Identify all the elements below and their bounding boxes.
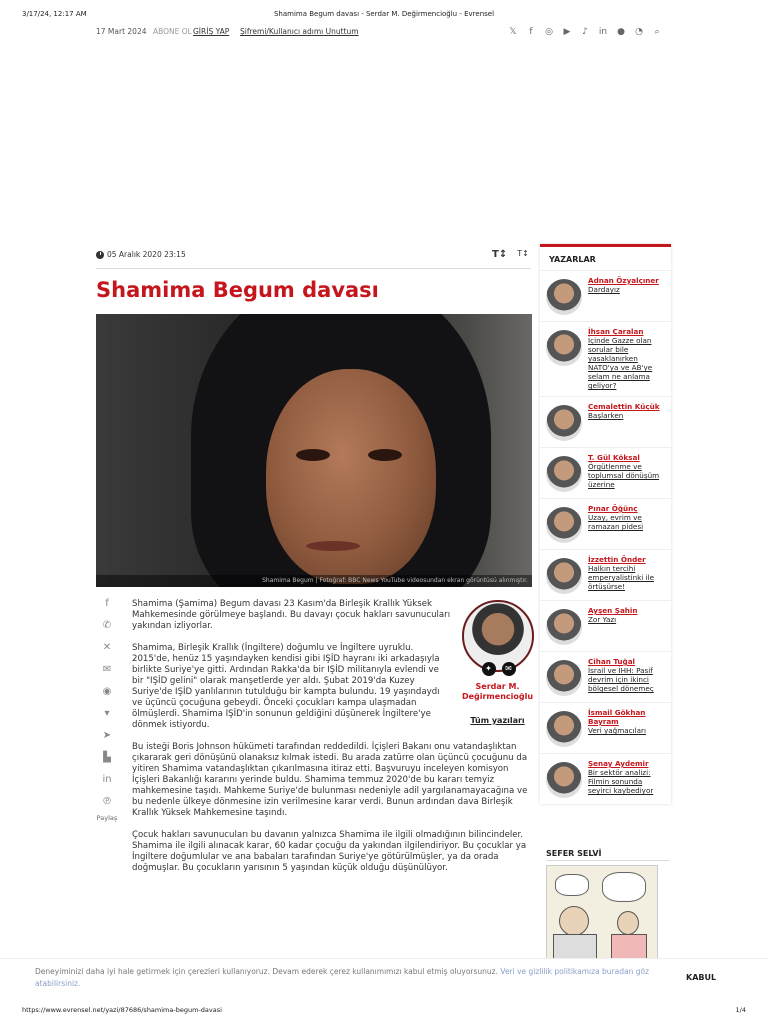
search-icon[interactable]: ⌕ <box>654 27 660 37</box>
writer-name[interactable]: T. Gül Köksal <box>588 453 640 462</box>
writer-article-title[interactable]: Dardayız <box>588 285 620 294</box>
print-page-number: 1/4 <box>735 1006 746 1014</box>
writer-avatar[interactable] <box>546 330 582 366</box>
writer-name[interactable]: Ayşen Şahin <box>588 606 638 615</box>
x-icon[interactable]: 𝕏 <box>509 27 517 37</box>
writer-avatar[interactable] <box>546 507 582 543</box>
pinterest-share-icon[interactable]: ℗ <box>102 796 112 807</box>
cookie-message <box>35 966 665 990</box>
share-label: Paylaş <box>96 814 118 822</box>
messenger-share-icon[interactable]: ◉ <box>102 686 112 697</box>
writer-avatar[interactable] <box>546 609 582 645</box>
x-share-icon[interactable]: ✕ <box>102 642 112 653</box>
forgot-password-link[interactable]: Şifremi/Kullanıcı adımı Unuttum <box>240 27 359 36</box>
writer-article-title[interactable]: Uzay, evrim ve ramazan pidesi <box>588 513 644 531</box>
writer-article-title[interactable]: Halkın tercihi emperyalistinki ile örtüşürse! <box>588 564 654 591</box>
article-meta <box>96 250 186 259</box>
writer-avatar[interactable] <box>546 456 582 492</box>
writer-article-title[interactable]: Başlarken <box>588 411 624 420</box>
writer-name[interactable]: Cemalettin Küçük <box>588 402 660 411</box>
font-size-controls <box>492 249 529 260</box>
linkedin-icon[interactable]: in <box>598 27 608 37</box>
cartoonist-label: SEFER SELVİ <box>546 849 670 861</box>
privacy-policy-link[interactable]: Veri ve gizlilik politikamıza buradan göz atabilirsiniz. <box>35 967 650 988</box>
photo-caption: Shamima Begum | Fotoğraf: BBC News YouTube videosundan ekran görüntüsü alınmıştır. <box>96 575 532 587</box>
writer-name[interactable]: İzzettin Önder <box>588 555 646 564</box>
writer-article-title[interactable]: İçinde Gazze olan sorular bile yasaklanırken NATO'ya ve AB'ye selam ne anlama geliyor? <box>588 336 653 390</box>
writer-name[interactable]: İsmail Gökhan Bayram <box>588 708 646 726</box>
writer-avatar[interactable] <box>546 711 582 747</box>
facebook-icon[interactable]: f <box>529 27 533 37</box>
login-link[interactable]: GİRİŞ YAP <box>193 27 230 36</box>
subscribe-link[interactable]: ABONE OL <box>153 27 192 36</box>
author-box <box>455 600 540 725</box>
paragraph: Shamima, Birleşik Krallık (İngiltere) doğumlu ve İngiltere uyruklu. 2015'de, henüz 15 yaşındayken kendisi gibi IŞİD hayranı iki arkadaşıyla birlikte Suriye'ye gitti. Ardından Rakka'da bir IŞİD militanıyla evlendi ve bir "IŞİD gelini" olarak manşetlerde yer aldı. Şubat 2019'da Kuzey Suriye'de IŞİD yanlılarının tutulduğu bir kampta bulundu. 19 yaşındaydı ve üçüncü çocuğuna gebeydi. Önceki çocukları kampa ulaşmadan ölmüşlerdi. Shamima IŞİD'in sonunun geldiğini düşünerek İngiltere'ye dönmek istiyordu. <box>132 643 440 730</box>
writer-name[interactable]: İhsan Çaralan <box>588 327 644 336</box>
cartoon-image[interactable] <box>546 865 658 965</box>
print-datetime: 3/17/24, 12:17 AM <box>22 10 87 18</box>
writer-item[interactable] <box>540 753 671 804</box>
twitter-icon[interactable]: ✦ <box>482 662 496 676</box>
email-icon[interactable]: ✉ <box>502 662 516 676</box>
print-header <box>22 10 746 22</box>
pocket-share-icon[interactable]: ▾ <box>104 708 110 719</box>
print-footer <box>22 1006 746 1016</box>
youtube-icon[interactable]: ▶ <box>563 27 571 37</box>
writer-avatar[interactable] <box>546 660 582 696</box>
writer-avatar[interactable] <box>546 558 582 594</box>
writer-name[interactable]: Adnan Özyalçıner <box>588 276 659 285</box>
writer-item[interactable] <box>540 270 671 321</box>
clock-icon <box>96 251 104 259</box>
divider <box>96 268 531 269</box>
current-date: 17 Mart 2024 <box>96 27 147 36</box>
linkedin-share-icon[interactable]: in <box>102 774 112 785</box>
published-date: 05 Aralık 2020 23:15 <box>107 250 186 259</box>
paragraph: Çocuk hakları savunucuları bu davanın yalnızca Shamima ile ilgili olmadığının bilincindeler. Shamima ile ilgili alınacak karar, 60 kadar çocuğu da yakından ilgilendiriyor. Bu çocuklar ya İngiltere doğumlular ve ana babaları tarafından Suriye'ye götürülmüşler, ya da orada doğmuşlar. Bu çocukların yarısının 5 yaşından küçük olduğu düşünülüyor. <box>132 830 527 873</box>
article-photo <box>96 314 532 587</box>
paragraph: Bu isteği Boris Johnson hükümeti tarafından reddedildi. İçişleri Bakanı onu vatandaşlıktan çıkararak geri dönüşünü olanaksız kılmak istedi. Bu arada zatürre olan üçüncü çocuğunu da yitiren Shamima vatandaşlıktan çıkarılmasına itiraz etti. Başvuruyu inceleyen komisyon İçişleri Bakanlığı kararını yerinde buldu. Shamima temmuz 2020'de bu kararı temyiz mahkemesine taşıdı. Mahkeme Suriye'de bulunması nedeniyle adil yargılanamayacağına ve bu nedenle ülkeye dönmesine izin verilmesine karar verdi. Bunun ardından dava Birleşik Krallık Yüksek Mahkemesine taşındı. <box>132 742 528 818</box>
writer-article-title[interactable]: Veri yağmacıları <box>588 726 646 735</box>
font-increase-icon[interactable]: T↕ <box>492 249 508 260</box>
writer-item[interactable] <box>540 447 671 498</box>
mastodon-icon[interactable]: ● <box>617 27 625 37</box>
sidebar-title: YAZARLAR <box>549 255 596 264</box>
share-bar <box>96 598 118 822</box>
telegram-share-icon[interactable]: ➤ <box>102 730 112 741</box>
writer-item[interactable] <box>540 321 671 396</box>
writer-avatar[interactable] <box>546 762 582 798</box>
writer-item[interactable] <box>540 651 671 702</box>
all-posts-link[interactable]: Tüm yazıları <box>470 716 525 725</box>
cookie-text: Deneyiminizi daha iyi hale getirmek için çerezleri kullanıyoruz. Devam ederek çerez kullanımımızı kabul etmiş oluyorsunuz. <box>35 967 498 976</box>
writer-item[interactable] <box>540 396 671 447</box>
writer-avatar[interactable] <box>546 405 582 441</box>
cookie-banner <box>0 958 768 998</box>
rss-icon[interactable]: ◔ <box>635 27 643 37</box>
writer-name[interactable]: Pınar Öğünç <box>588 504 638 513</box>
writer-item[interactable] <box>540 600 671 651</box>
flipboard-share-icon[interactable]: ▙ <box>103 752 111 763</box>
social-links <box>508 27 662 41</box>
facebook-share-icon[interactable]: f <box>105 598 109 609</box>
writer-avatar[interactable] <box>546 279 582 315</box>
writer-article-title[interactable]: Örgütlenme ve toplumsal dönüşüm üzerine <box>588 462 660 489</box>
writer-article-title[interactable]: Bir sektör analizi: Filmin sonunda seyirci kaybediyor <box>588 768 654 795</box>
email-share-icon[interactable]: ✉ <box>102 664 112 675</box>
writers-sidebar <box>540 244 671 804</box>
paragraph: Shamima (Şamima) Begum davası 23 Kasım'da Birleşik Krallık Yüksek Mahkemesinde görülmeye başlandı. Bu davayı çocuk hakları savunucuları yakından izliyorlar. <box>132 599 451 631</box>
author-avatar[interactable] <box>462 600 534 672</box>
cartoon-section <box>546 849 670 965</box>
article-title: Shamima Begum davası <box>96 278 379 302</box>
font-decrease-icon[interactable]: T↕ <box>517 249 529 258</box>
writer-item[interactable] <box>540 498 671 549</box>
print-url: https://www.evrensel.net/yazi/87686/shamima-begum-davasi <box>22 1006 222 1014</box>
writer-item[interactable] <box>540 702 671 753</box>
writer-name[interactable]: Şenay Aydemir <box>588 759 649 768</box>
print-doc-title: Shamima Begum davası - Serdar M. Değirmencioğlu - Evrensel <box>273 10 495 18</box>
instagram-icon[interactable]: ◎ <box>545 27 553 37</box>
author-name[interactable]: Serdar M. Değirmencioğlu <box>461 682 534 701</box>
whatsapp-share-icon[interactable]: ✆ <box>102 620 112 631</box>
writer-item[interactable] <box>540 549 671 600</box>
accept-button[interactable]: KABUL <box>686 973 717 982</box>
writer-article-title[interactable]: İsrail ve İHH: Pasif devrim için ikinci bölgesel dönemeç <box>588 666 654 693</box>
writer-name[interactable]: Cihan Tuğal <box>588 657 636 666</box>
tiktok-icon[interactable]: ♪ <box>582 27 588 37</box>
writer-article-title[interactable]: Zor Yazı <box>588 615 617 624</box>
